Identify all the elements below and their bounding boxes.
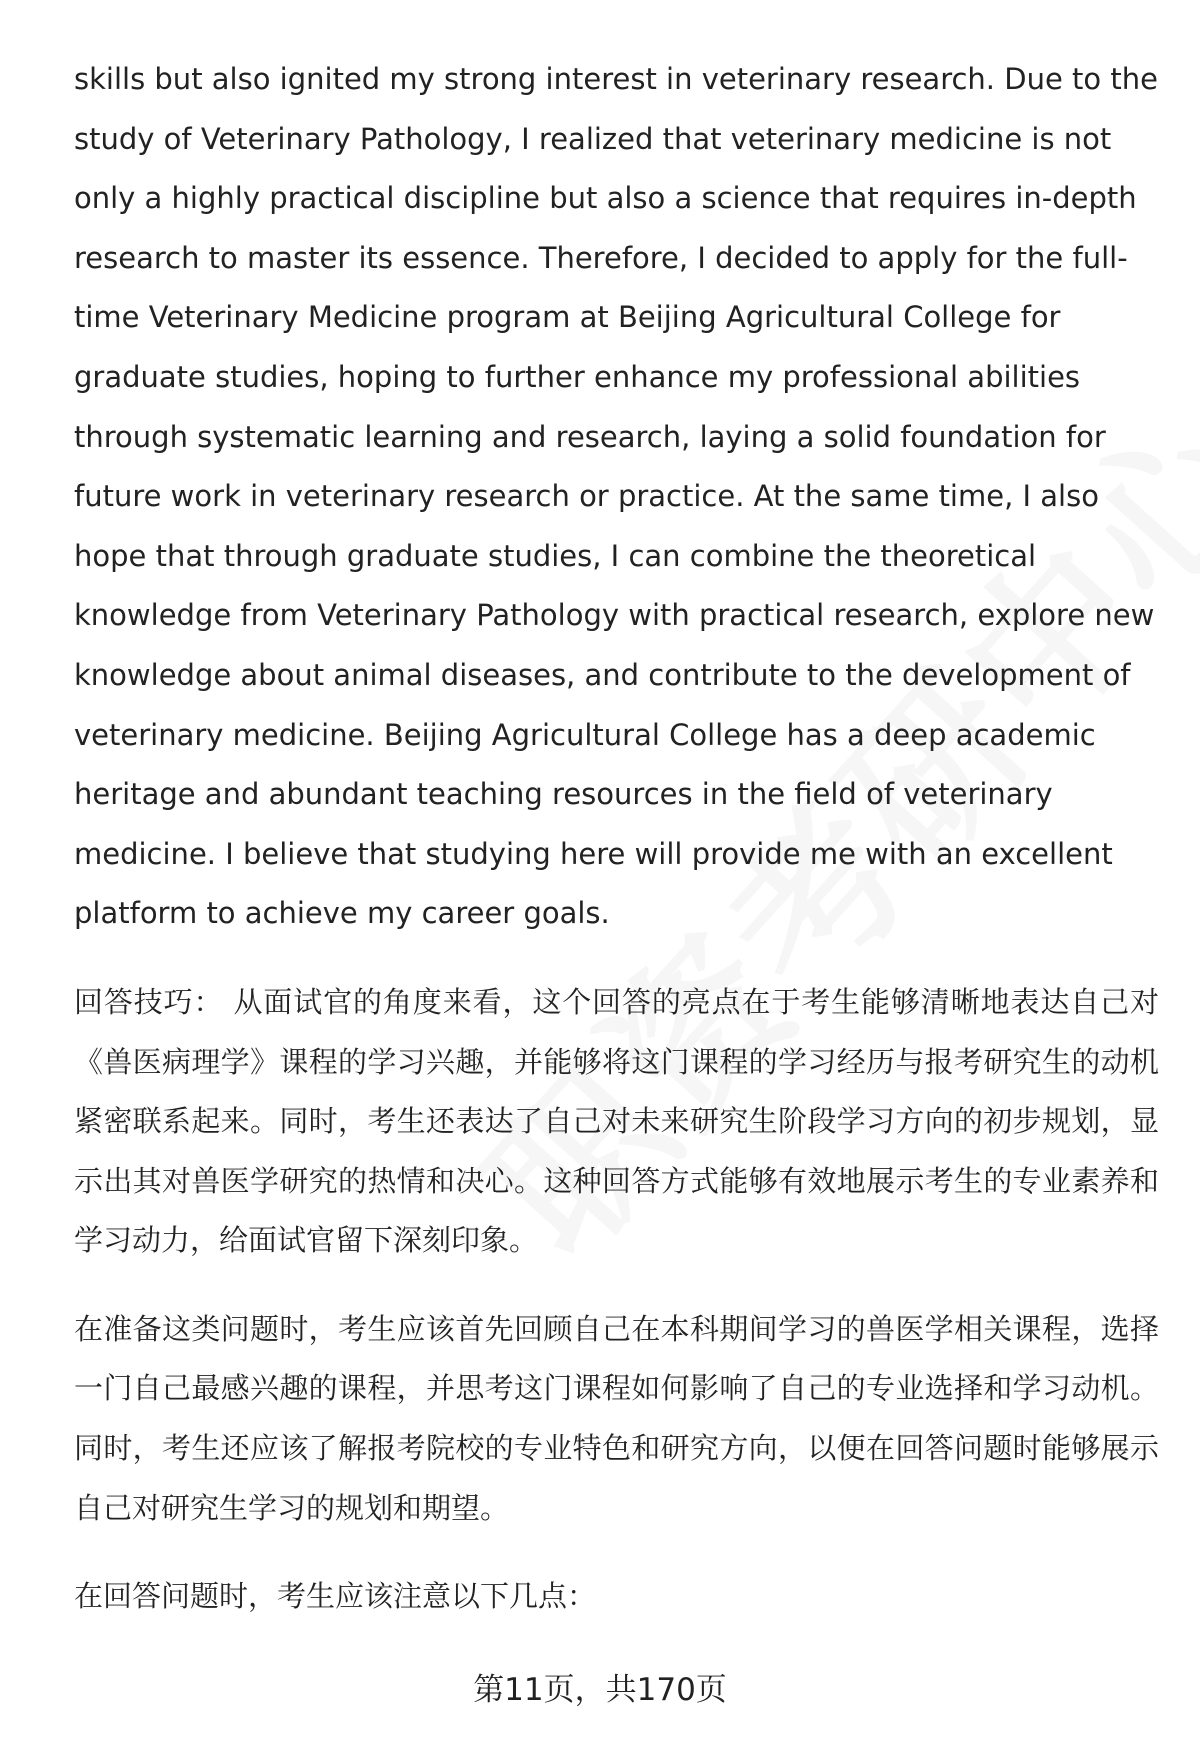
answer-tips-paragraph: 回答技巧： 从面试官的角度来看，这个回答的亮点在于考生能够清晰地表达自己对《兽医病理学》课程的学习兴趣，并能够将这门课程的学习经历与报考研究生的动机紧密联系起来。同时，考生还表达了自己对未来研究生阶段学习方向的初步规划，显示出其对兽医学研究的热情和决心。这种回答方式能够有效地展示考生的专业素养和学习动力，给面试官留下深刻印象。: [74, 984, 1159, 1258]
preparation-paragraph: 在准备这类问题时，考生应该首先回顾自己在本科期间学习的兽医学相关课程，选择一门自己最感兴趣的课程，并思考这门课程如何影响了自己的专业选择和学习动机。同时，考生还应该了解报考院校的专业特色和研究方向，以便在回答问题时能够展示自己对研究生学习的规划和期望。: [74, 1311, 1159, 1525]
page-number-footer: 第11页，共170页: [473, 1672, 727, 1708]
document-body: [74, 50, 1159, 1627]
points-intro-paragraph: 在回答问题时，考生应该注意以下几点：: [74, 1579, 597, 1614]
english-answer-paragraph: skills but also ignited my strong interest in veterinary research. Due to the study of Veterinary Pathology, I realized that veterinary medicine is not only a highly practical discipline but also a science that requires in-depth research to master its essence. Therefore, I decided to apply for the full-time Veterinary Medicine program at Beijing Agricultural College for graduate studies, hoping to further enhance my professional abilities through systematic learning and research, laying a solid foundation for future work in veterinary research or practice. At the same time, I also hope that through graduate studies, I can combine the theoretical knowledge from Veterinary Pathology with practical research, explore new knowledge about animal diseases, and contribute to the development of veterinary medicine. Beijing Agricultural College has a deep academic heritage and abundant teaching resources in the field of veterinary medicine. I believe that studying here will provide me with an excellent platform to achieve my career goals.: [74, 62, 1158, 931]
